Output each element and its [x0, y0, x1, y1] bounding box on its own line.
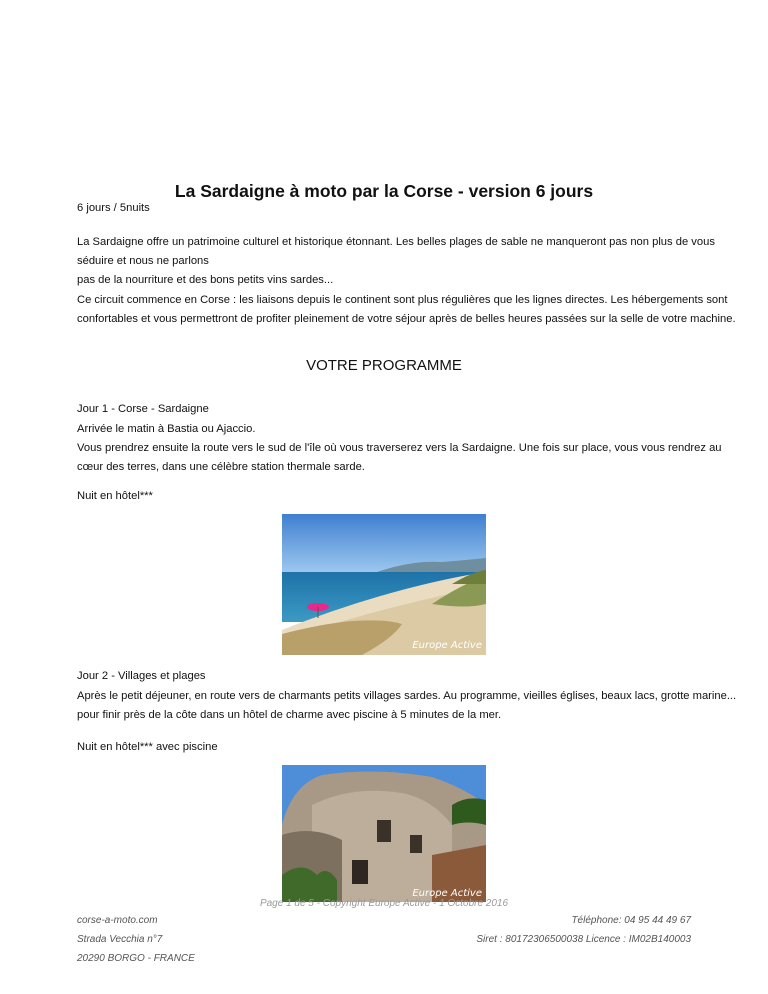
day-2-title: Jour 2 - Villages et plages — [77, 670, 206, 682]
page-info: Page 1 de 5 - Copyright Europe Active - 1 Octobre 2016 — [259, 898, 509, 909]
day-1-arrival: Arrivée le matin à Bastia ou Ajaccio. — [77, 423, 256, 435]
cave-photo-watermark: Europe Active — [412, 888, 482, 899]
footer-right — [476, 914, 691, 947]
beach-photo-watermark: Europe Active — [412, 640, 482, 651]
day-2-night: Nuit en hôtel*** avec piscine — [77, 741, 218, 753]
intro-line-1: La Sardaigne offre un patrimoine culturel et historique étonnant. Les belles plages de sable ne manqueront pas non plus de vous séduire et nous ne parlons — [77, 236, 715, 268]
day-1-night: Nuit en hôtel*** — [77, 490, 153, 502]
cave-dwelling-photo — [282, 765, 486, 902]
footer-website: corse-a-moto.com — [77, 915, 158, 926]
intro-paragraph — [77, 233, 737, 329]
program-heading: VOTRE PROGRAMME — [306, 357, 462, 374]
intro-line-3: Ce circuit commence en Corse : les liaisons depuis le continent sont plus régulières que les lignes directes. Les hébergements sont confortables et vous permettront de profiter pleinement de votre séjour après de belles heures passées sur la selle de votre machine. — [77, 293, 736, 325]
day-1-route: Vous prendrez ensuite la route vers le sud de l'île où vous traverserez vers la Sardaigne. Une fois sur place, vous vous rendrez au cœur des terres, dans une célèbre station thermale sarde. — [77, 442, 722, 474]
footer-address-2: 20290 BORGO - FRANCE — [77, 953, 195, 964]
beach-photo-image — [282, 514, 486, 655]
footer-legal: Siret : 80172306500038 Licence : IM02B140003 — [476, 934, 691, 945]
footer-left — [77, 914, 195, 966]
page-title: La Sardaigne à moto par la Corse - version 6 jours — [174, 181, 594, 201]
footer-address-1: Strada Vecchia n°7 — [77, 934, 163, 945]
duration-text: 6 jours / 5nuits — [77, 202, 150, 214]
day-2-description: Après le petit déjeuner, en route vers de charmants petits villages sardes. Au programme, vieilles églises, beaux lacs, grotte marine... pour finir près de la côte dans un hôtel de charme avec piscine à 5 minutes de la mer. — [77, 690, 737, 722]
intro-line-2: pas de la nourriture et des bons petits vins sardes... — [77, 274, 334, 287]
day-1-title: Jour 1 - Corse - Sardaigne — [77, 403, 209, 415]
footer-phone: Téléphone: 04 95 44 49 67 — [571, 915, 691, 926]
cave-dwelling-photo-image — [282, 765, 486, 902]
day-1-description — [77, 420, 737, 478]
beach-photo — [282, 514, 486, 655]
